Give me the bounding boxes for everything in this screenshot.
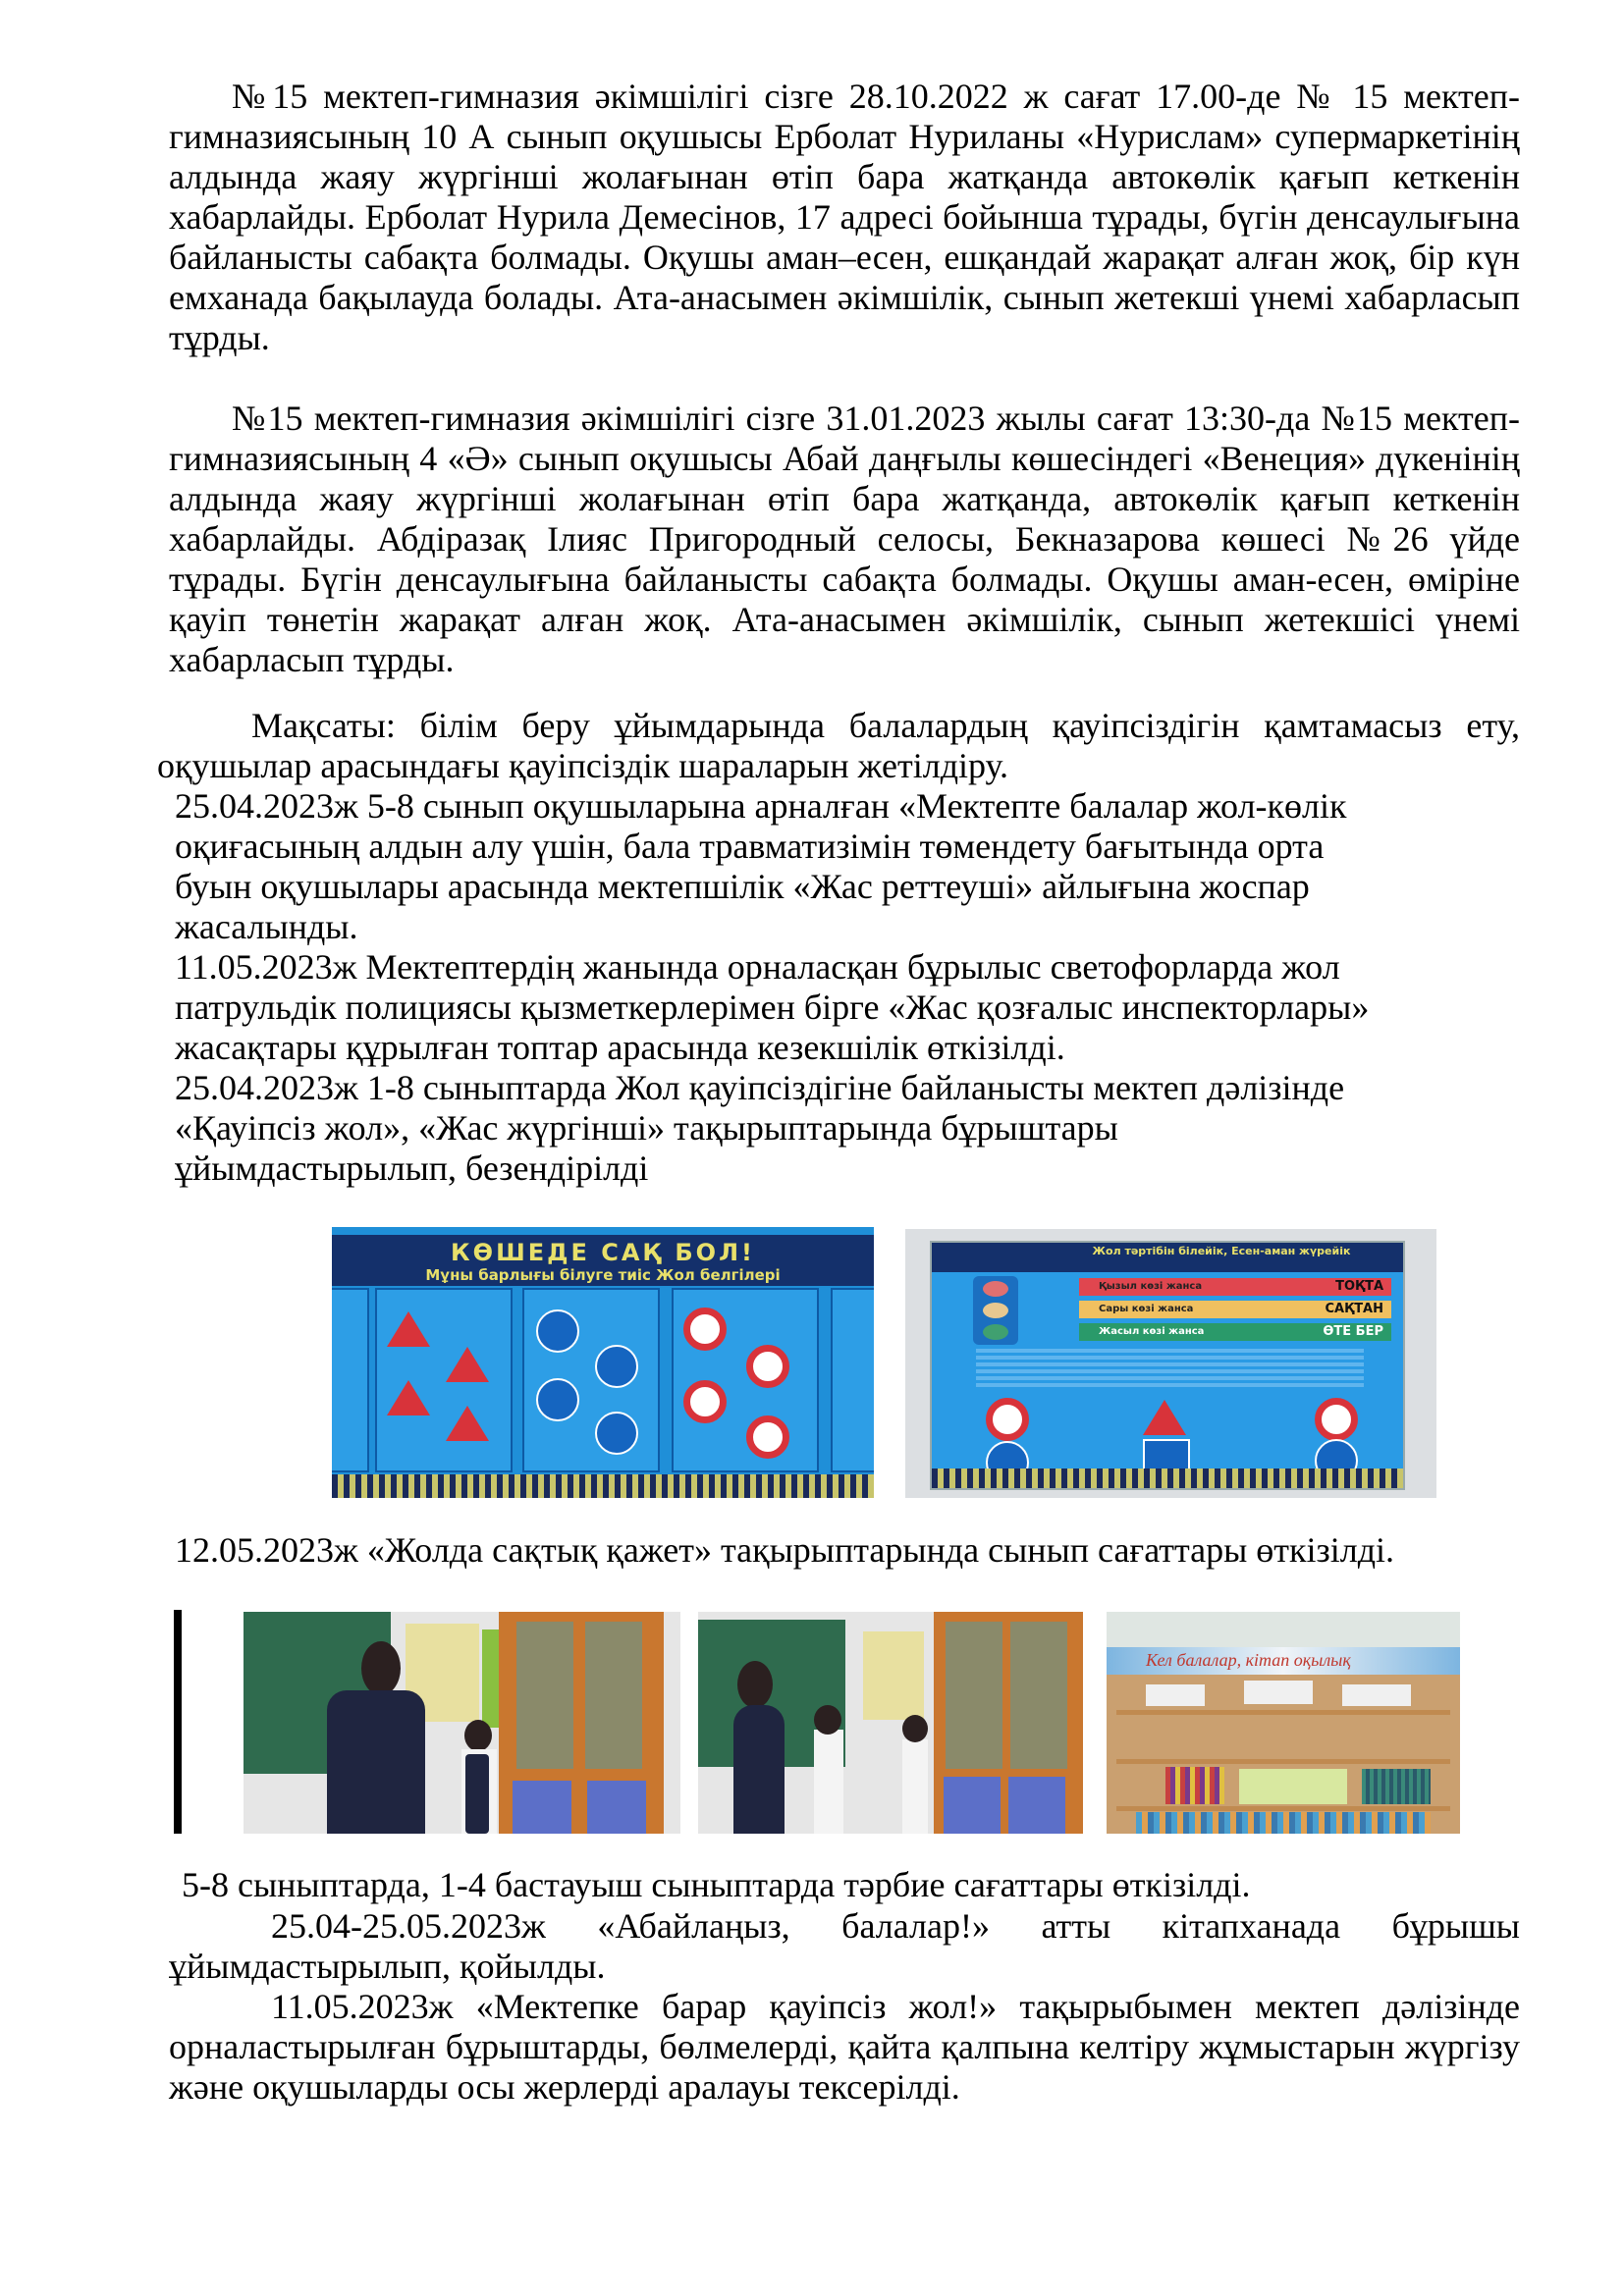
mandatory-sign-icon — [595, 1345, 638, 1388]
teacher-head — [361, 1641, 401, 1695]
cabinet — [499, 1612, 664, 1834]
book-row — [1239, 1769, 1347, 1804]
event-paragraph-6: 25.04-25.05.2023ж «Абайлаңыз, балалар!» атты кітапханада бұрышы ұйымдастырылып, қойылды. — [169, 1906, 1520, 1986]
display-sheet — [1146, 1684, 1205, 1706]
student-head — [814, 1705, 841, 1735]
mandatory-sign-icon — [536, 1378, 579, 1421]
mandatory-sign-icon — [595, 1412, 638, 1455]
event-paragraph-4: 12.05.2023ж «Жолда сақтық қажет» тақырыптарында сынып сағаттары өткізілді. — [175, 1530, 1395, 1570]
book-row — [1362, 1769, 1431, 1804]
prohibitory-sign-icon — [683, 1308, 727, 1351]
poster-subtitle: Мұны барлығы білуге тиіс Жол белгілері — [425, 1266, 781, 1284]
prohibitory-sign-icon — [683, 1380, 727, 1423]
cabinet — [934, 1612, 1083, 1834]
library-banner — [1107, 1647, 1460, 1675]
text-line: жасалынды. — [175, 907, 358, 946]
traffic-light-icon — [973, 1276, 1018, 1345]
warning-sign-icon — [387, 1380, 430, 1415]
sign-column-mandatory — [522, 1288, 660, 1472]
display-sheet — [1244, 1681, 1313, 1704]
prohibitory-sign-icon — [746, 1415, 789, 1459]
book-row — [1136, 1812, 1431, 1834]
light-row-green — [1079, 1323, 1391, 1341]
text-line: патрульдік полициясы қызметкерлерімен бірге «Жас қозғалыс инспекторлары» — [175, 988, 1370, 1027]
student-head — [902, 1715, 928, 1742]
traffic-light-poster-image — [905, 1229, 1436, 1498]
ornament-border — [332, 1474, 874, 1498]
poster-on-wall — [863, 1631, 924, 1720]
rules-list — [976, 1349, 1364, 1390]
light-row-label: Жасыл көзі жанса — [1099, 1326, 1205, 1337]
poster-board — [930, 1241, 1405, 1490]
sign-column-warning — [375, 1288, 513, 1472]
sign-column — [332, 1288, 369, 1472]
no-pedestrians-sign-icon — [986, 1398, 1029, 1441]
student — [902, 1739, 928, 1834]
light-row-label: Қызыл көзі жанса — [1099, 1281, 1203, 1292]
ornament-border — [932, 1468, 1403, 1488]
light-row-action: САҚТАН — [1325, 1302, 1383, 1316]
text-line: буын оқушылары арасында мектепшілік «Жас реттеуші» айлығына жоспар — [175, 867, 1310, 906]
poster-title: Жол тәртібін білейік, Есен-аман жүрейік — [1092, 1245, 1351, 1257]
light-row-action: ӨТЕ БЕР — [1323, 1324, 1383, 1339]
event-paragraph-3 — [175, 1068, 1510, 1189]
warning-sign-icon — [387, 1311, 430, 1347]
student — [814, 1730, 843, 1834]
children-sign-icon — [1143, 1400, 1186, 1435]
mandatory-sign-icon — [536, 1309, 579, 1353]
no-bicycles-sign-icon — [1315, 1398, 1358, 1441]
text-line: жасақтары құрылған топтар арасында кезекшілік өткізілді. — [175, 1028, 1065, 1067]
prohibitory-sign-icon — [746, 1345, 789, 1388]
light-row-red — [1079, 1278, 1391, 1296]
goal-paragraph: Мақсаты: білім беру ұйымдарында балалардың қауіпсіздігін қамтамасыз ету, оқушылар арасындағы қауіпсіздік шараларын жетілдіру. — [157, 706, 1520, 785]
road-signs-poster-image — [332, 1227, 874, 1498]
library-corner-photo — [1107, 1612, 1460, 1834]
teacher-head — [737, 1661, 773, 1708]
light-row-label: Сары көзі жанса — [1099, 1304, 1194, 1314]
teacher — [733, 1705, 785, 1834]
warning-sign-icon — [446, 1406, 489, 1441]
text-line: 25.04.2023ж 5-8 сынып оқушыларына арналған «Мектепте балалар жол-көлік — [175, 786, 1347, 826]
incident-paragraph-2: №15 мектеп-гимназия әкімшілігі сізге 31.01.2023 жылы сағат 13:30-да №15 мектеп-гимназиясының 4 «Ә» сынып оқушысы Абай даңғылы көшесіндегі «Венеция» дүкенінің алдында жаяу жүргінші жолағынан өтіп бара жатқанда, автокөлік қағып кеткенін хабарлайды. Абдіразақ Ілияс Пригородный селосы, Бекназарова көшесі №26 үйде тұрады. Бүгін денсаулығына байланысты сабақта болмады. Оқушы аман-есен, өміріне қауіп төнетін жарақат алған жоқ. Ата-анасымен әкімшілік, сынып жетекшісі үнемі хабарласып тұрды. — [169, 399, 1520, 679]
event-paragraph-7: 11.05.2023ж «Мектепке барар қауіпсіз жол!» тақырыбымен мектеп дәлізінде орналастырылған бұрыштарды, бөлмелерді, қайта қалпына келтіру жұмыстарын жүргізу және оқушыларды осы жерлерді аралауы тексерілді. — [169, 1987, 1520, 2107]
student-head — [464, 1720, 492, 1751]
text-line: «Қауіпсіз жол», «Жас жүргінші» тақырыптарында бұрыштары — [175, 1108, 1118, 1148]
warning-sign-icon — [446, 1347, 489, 1382]
teacher — [327, 1690, 425, 1834]
sign-column-service — [831, 1288, 874, 1472]
library-banner-text: Кел балалар, кітап оқылық — [1146, 1650, 1351, 1670]
event-paragraph-1 — [175, 786, 1451, 947]
book-row — [1165, 1767, 1224, 1804]
sign-column-prohibitory — [672, 1288, 819, 1472]
event-paragraph-5: 5-8 сыныптарда, 1-4 бастауыш сыныптарда тәрбие сағаттары өткізілді. — [182, 1865, 1251, 1904]
poster-title: КӨШЕДЕ САҚ БОЛ! — [451, 1239, 755, 1266]
light-row-yellow — [1079, 1301, 1391, 1318]
text-line: 25.04.2023ж 1-8 сыныптарда Жол қауіпсіздігіне байланысты мектеп дәлізінде — [175, 1068, 1345, 1107]
text-line: оқиғасының алдын алу үшін, бала травматизімін төмендету бағытында орта — [175, 827, 1325, 866]
incident-paragraph-1: №15 мектеп-гимназия әкімшілігі сізге 28.10.2022 ж сағат 17.00-де № 15 мектеп-гимназиясының 10 А сынып оқушысы Ерболат Нуриланы «Нурислам» супермаркетінің алдында жаяу жүргінші жолағынан өтіп бара жатқанда автокөлік қағып кеткенін хабарлайды. Ерболат Нурила Демесінов, 17 адресі бойынша тұрады, бүгін денсаулығына байланысты сабақта болмады. Оқушы аман–есен, ешқандай жарақат алған жоқ, бір күн емханада бақылауда болады. Ата-анасымен әкімшілік, сынып жетекші үнемі хабарласып тұрды. — [169, 77, 1520, 357]
light-row-action: ТОҚТА — [1335, 1279, 1383, 1294]
classroom-photo-1 — [244, 1612, 680, 1834]
text-line: 11.05.2023ж Мектептердің жанында орналасқан бұрылыс светофорларда жол — [175, 947, 1340, 987]
event-paragraph-2 — [175, 947, 1510, 1068]
vertical-rule — [174, 1610, 182, 1834]
classroom-photo-2 — [698, 1612, 1083, 1834]
display-sheet — [1342, 1684, 1411, 1706]
text-line: ұйымдастырылып, безендірілді — [175, 1148, 649, 1188]
